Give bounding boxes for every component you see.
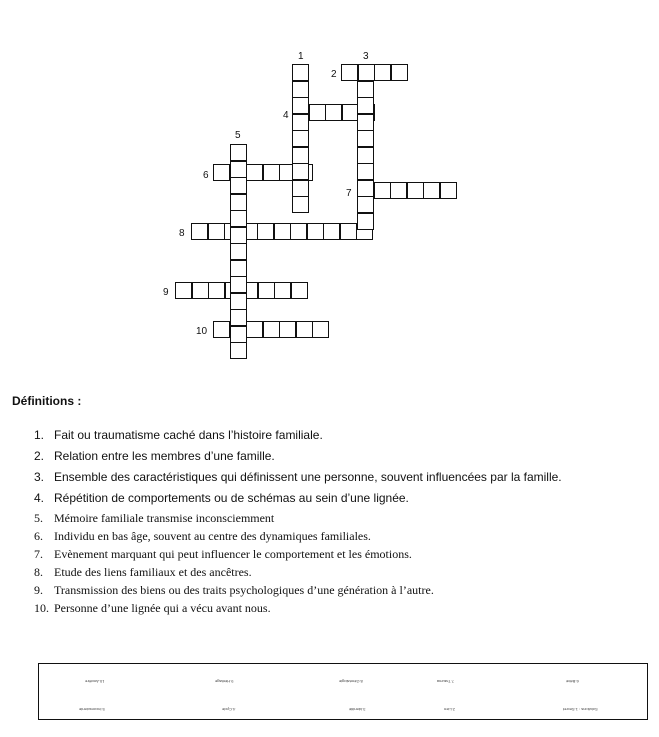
definition-number: 3. <box>34 470 45 484</box>
crossword-cell[interactable] <box>230 276 247 293</box>
crossword-cell[interactable] <box>230 260 247 277</box>
crossword-cell[interactable] <box>312 321 329 338</box>
crossword-cell[interactable] <box>340 223 357 240</box>
crossword-cell[interactable] <box>292 114 309 131</box>
crossword-cell[interactable] <box>292 196 309 213</box>
crossword-cell[interactable] <box>230 194 247 211</box>
crossword-cell[interactable] <box>357 163 374 180</box>
crossword-cell[interactable] <box>307 223 324 240</box>
definition-number: 9. <box>34 583 43 597</box>
crossword-cell[interactable] <box>323 223 340 240</box>
crossword-cell[interactable] <box>279 321 296 338</box>
clue-number: 5 <box>235 130 241 141</box>
definition-text: Fait ou traumatisme caché dans l’histoire familiale. <box>54 428 323 442</box>
clue-number: 3 <box>363 51 369 62</box>
definition-text: Mémoire familiale transmise inconsciemment <box>54 511 275 525</box>
definition-item <box>34 563 634 581</box>
crossword-cell[interactable] <box>263 321 280 338</box>
crossword-cell[interactable] <box>292 64 309 81</box>
definition-text: Evènement marquant qui peut influencer le comportement et les émotions. <box>54 547 412 561</box>
crossword-cell[interactable] <box>357 180 374 197</box>
definition-item <box>34 545 634 563</box>
clue-number: 10 <box>196 326 208 337</box>
crossword-cell[interactable] <box>274 282 291 299</box>
answer-key-item: Solutions : 1.Secret <box>563 707 598 712</box>
crossword-cell[interactable] <box>230 243 247 260</box>
crossword-cell[interactable] <box>391 64 408 81</box>
clue-number: 6 <box>203 170 209 181</box>
answer-key-item: 3.Identité <box>349 707 366 712</box>
crossword-cell[interactable] <box>358 64 375 81</box>
definition-text: Individu en bas âge, souvent au centre des dynamiques familiales. <box>54 529 371 543</box>
answer-key-item: 9.Héritage <box>215 679 234 684</box>
definition-item <box>34 581 634 599</box>
crossword-cell[interactable] <box>423 182 440 199</box>
definition-item <box>34 446 634 467</box>
definitions-heading: Définitions : <box>12 394 82 408</box>
answer-key-item: 2.Lien <box>444 707 455 712</box>
crossword-cell[interactable] <box>258 282 275 299</box>
crossword-cell[interactable] <box>274 223 291 240</box>
definition-number: 4. <box>34 491 45 505</box>
crossword-cell[interactable] <box>309 104 326 121</box>
definition-number: 6. <box>34 529 43 543</box>
crossword-cell[interactable] <box>230 227 247 244</box>
crossword-cell[interactable] <box>357 81 374 98</box>
crossword-cell[interactable] <box>291 282 308 299</box>
answer-key-item: 10.Ancêtre <box>85 679 105 684</box>
crossword-cell[interactable] <box>357 97 374 114</box>
crossword-cell[interactable] <box>175 282 192 299</box>
definition-number: 1. <box>34 428 45 442</box>
definition-text: Relation entre les membres d’une famille. <box>54 449 275 463</box>
answer-key-item: 6.Bébé <box>566 679 579 684</box>
crossword-cell[interactable] <box>374 64 391 81</box>
definition-number: 5. <box>34 511 43 525</box>
definition-item <box>34 527 634 545</box>
definition-text: Ensemble des caractéristiques qui définissent une personne, souvent influencées par la famille. <box>54 470 562 484</box>
crossword-cell[interactable] <box>440 182 457 199</box>
crossword-cell[interactable] <box>230 177 247 194</box>
crossword-cell[interactable] <box>374 182 391 199</box>
definition-number: 2. <box>34 449 45 463</box>
crossword-cell[interactable] <box>208 282 225 299</box>
crossword-cell[interactable] <box>292 130 309 147</box>
crossword-cell[interactable] <box>357 196 374 213</box>
clue-number: 8 <box>179 228 185 239</box>
crossword-cell[interactable] <box>230 293 247 310</box>
crossword-cell[interactable] <box>230 342 247 359</box>
clue-number: 1 <box>298 51 304 62</box>
definition-item <box>34 599 634 617</box>
crossword-cell[interactable] <box>292 163 309 180</box>
definition-number: 10. <box>34 601 49 615</box>
crossword-cell[interactable] <box>296 321 313 338</box>
crossword-cell[interactable] <box>407 182 424 199</box>
answer-key-item: 4.Cycle <box>222 707 236 712</box>
crossword-cell[interactable] <box>357 130 374 147</box>
definition-number: 7. <box>34 547 43 561</box>
crossword-cell[interactable] <box>357 213 374 230</box>
crossword-cell[interactable] <box>230 210 247 227</box>
crossword-cell[interactable] <box>325 104 342 121</box>
crossword-cell[interactable] <box>213 321 230 338</box>
definition-text: Transmission des biens ou des traits psychologiques d’une génération à l’autre. <box>54 583 434 597</box>
crossword-cell[interactable] <box>230 309 247 326</box>
crossword-cell[interactable] <box>357 114 374 131</box>
clue-number: 9 <box>163 287 169 298</box>
crossword-cell[interactable] <box>208 223 225 240</box>
crossword-cell[interactable] <box>342 104 359 121</box>
answer-key-box <box>38 663 648 720</box>
crossword-cell[interactable] <box>230 144 247 161</box>
crossword-cell[interactable] <box>341 64 358 81</box>
crossword-cell[interactable] <box>230 326 247 343</box>
crossword-cell[interactable] <box>292 147 309 164</box>
clue-number: 2 <box>331 69 337 80</box>
answer-key-item: 7.Trauma <box>437 679 454 684</box>
crossword-cell[interactable] <box>246 321 263 338</box>
crossword-cell[interactable] <box>257 223 274 240</box>
definition-text: Répétition de comportements ou de schémas au sein d’une lignée. <box>54 491 409 505</box>
crossword-cell[interactable] <box>230 161 247 178</box>
crossword-cell[interactable] <box>292 97 309 114</box>
crossword-cell[interactable] <box>292 81 309 98</box>
definition-text: Etude des liens familiaux et des ancêtres. <box>54 565 252 579</box>
crossword-cell[interactable] <box>290 223 307 240</box>
answer-key-item: 8.Généalogie <box>339 679 363 684</box>
answer-key-item: 5.Inconsciente <box>79 707 105 712</box>
definition-number: 8. <box>34 565 43 579</box>
crossword-cell[interactable] <box>192 282 209 299</box>
definition-item <box>34 425 634 446</box>
crossword-cell[interactable] <box>246 164 263 181</box>
definitions-list <box>34 425 634 617</box>
definition-item <box>34 467 634 488</box>
crossword-cell[interactable] <box>263 164 280 181</box>
crossword-cell[interactable] <box>213 164 230 181</box>
clue-number: 4 <box>283 110 289 121</box>
crossword-cell[interactable] <box>357 147 374 164</box>
crossword-cell[interactable] <box>191 223 208 240</box>
crossword-cell[interactable] <box>390 182 407 199</box>
crossword-cell[interactable] <box>292 180 309 197</box>
definition-text: Personne d’une lignée qui a vécu avant nous. <box>54 601 271 615</box>
definition-item <box>34 509 634 527</box>
clue-number: 7 <box>346 188 352 199</box>
definition-item <box>34 488 634 509</box>
